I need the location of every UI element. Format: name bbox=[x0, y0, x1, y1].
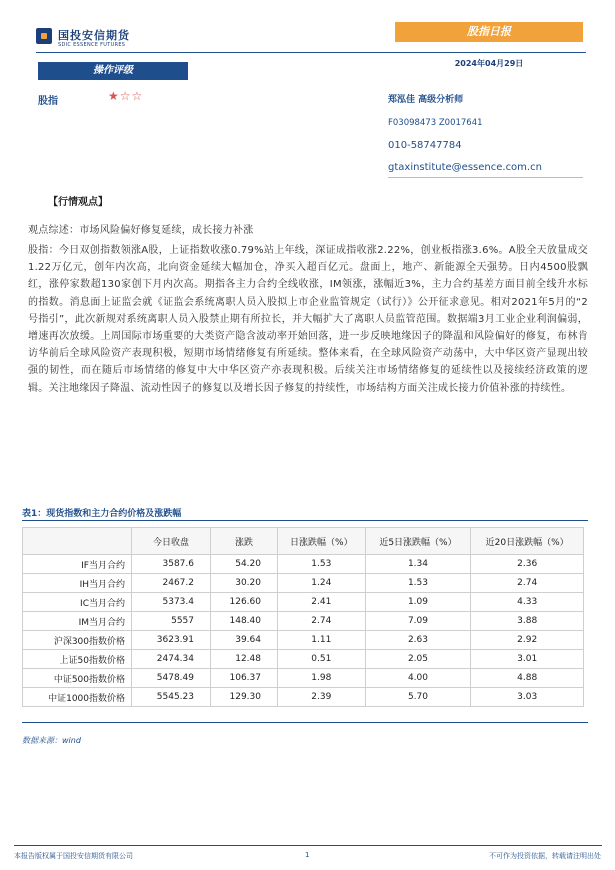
row-d5: 4.00 bbox=[365, 669, 471, 688]
row-close: 5557 bbox=[132, 612, 211, 631]
table-row bbox=[23, 555, 584, 574]
row-name: IM当月合约 bbox=[23, 612, 132, 631]
email-underline bbox=[388, 177, 583, 178]
footer-divider bbox=[14, 845, 602, 846]
row-d1: 1.53 bbox=[278, 555, 366, 574]
row-name: 沪深300指数价格 bbox=[23, 631, 132, 650]
row-d5: 2.05 bbox=[365, 650, 471, 669]
analyst-name: 郑泓佳 高级分析师 bbox=[388, 95, 464, 105]
table-header-cell: 近5日涨跌幅（%） bbox=[365, 528, 471, 555]
row-d20: 2.36 bbox=[471, 555, 584, 574]
footer-disclaimer: 不可作为投资依据，转载请注明出处 bbox=[489, 852, 601, 860]
row-close: 3623.91 bbox=[132, 631, 211, 650]
star-filled-icon: ★ bbox=[108, 89, 120, 103]
data-source: 数据来源：wind bbox=[22, 736, 81, 745]
row-name: 中证1000指数价格 bbox=[23, 688, 132, 707]
table-header-cell: 今日收盘 bbox=[132, 528, 211, 555]
row-d1: 2.74 bbox=[278, 612, 366, 631]
analyst-phone: 010-58747784 bbox=[388, 140, 462, 151]
price-table bbox=[22, 527, 584, 707]
company-name-en: SDIC ESSENCE FUTURES bbox=[58, 42, 126, 48]
table-row bbox=[23, 688, 584, 707]
analyst-license: F03098473 Z0017641 bbox=[388, 118, 483, 128]
row-d20: 3.01 bbox=[471, 650, 584, 669]
row-change: 30.20 bbox=[211, 574, 278, 593]
section-title: 【行情观点】 bbox=[48, 197, 108, 208]
row-change: 54.20 bbox=[211, 555, 278, 574]
row-close: 2474.34 bbox=[132, 650, 211, 669]
row-d20: 3.88 bbox=[471, 612, 584, 631]
table-header-cell: 涨跌 bbox=[211, 528, 278, 555]
row-d20: 4.33 bbox=[471, 593, 584, 612]
row-d5: 5.70 bbox=[365, 688, 471, 707]
row-d1: 0.51 bbox=[278, 650, 366, 669]
row-change: 39.64 bbox=[211, 631, 278, 650]
row-d1: 2.41 bbox=[278, 593, 366, 612]
row-d1: 1.11 bbox=[278, 631, 366, 650]
footer-copyright: 本报告版权属于国投安信期货有限公司 bbox=[14, 852, 133, 860]
row-name: 中证500指数价格 bbox=[23, 669, 132, 688]
row-d1: 2.39 bbox=[278, 688, 366, 707]
row-d20: 4.88 bbox=[471, 669, 584, 688]
table-row bbox=[23, 593, 584, 612]
row-close: 5373.4 bbox=[132, 593, 211, 612]
analyst-email: gtaxinstitute@essence.com.cn bbox=[388, 162, 542, 173]
table-header-cell bbox=[23, 528, 132, 555]
row-change: 148.40 bbox=[211, 612, 278, 631]
row-name: IC当月合约 bbox=[23, 593, 132, 612]
table-header-cell: 日涨跌幅（%） bbox=[278, 528, 366, 555]
report-type-banner: 股指日报 bbox=[395, 22, 583, 42]
row-close: 2467.2 bbox=[132, 574, 211, 593]
rating-index-label: 股指 bbox=[38, 96, 58, 107]
row-change: 12.48 bbox=[211, 650, 278, 669]
row-d5: 1.34 bbox=[365, 555, 471, 574]
table-header-cell: 近20日涨跌幅（%） bbox=[471, 528, 584, 555]
row-d20: 3.03 bbox=[471, 688, 584, 707]
table-row bbox=[23, 574, 584, 593]
rating-stars bbox=[108, 89, 143, 103]
table-row bbox=[23, 650, 584, 669]
table-top-rule bbox=[22, 520, 588, 521]
row-change: 126.60 bbox=[211, 593, 278, 612]
page-number: 1 bbox=[305, 851, 310, 859]
row-close: 3587.6 bbox=[132, 555, 211, 574]
table-title: 表1：现货指数和主力合约价格及涨跌幅 bbox=[22, 509, 182, 519]
company-name: 国投安信期货 bbox=[58, 29, 130, 42]
row-d1: 1.98 bbox=[278, 669, 366, 688]
table-row bbox=[23, 669, 584, 688]
row-d5: 7.09 bbox=[365, 612, 471, 631]
header-divider bbox=[36, 52, 586, 53]
report-date: 2024年04月29日 bbox=[454, 59, 524, 68]
row-name: IH当月合约 bbox=[23, 574, 132, 593]
table-header-row bbox=[23, 528, 584, 555]
row-d20: 2.74 bbox=[471, 574, 584, 593]
table-row bbox=[23, 631, 584, 650]
table-bottom-rule bbox=[22, 722, 588, 723]
row-d20: 2.92 bbox=[471, 631, 584, 650]
row-name: IF当月合约 bbox=[23, 555, 132, 574]
row-d1: 1.24 bbox=[278, 574, 366, 593]
row-change: 106.37 bbox=[211, 669, 278, 688]
body-paragraph: 股指：今日双创指数领涨A股，上证指数收涨0.79%站上年线，深证成指收涨2.22%，创业板指涨3.6%。A股全天放量成交1.22万亿元，创年内次高，北向资金延续大幅加仓，净买入超百亿元。盘面上，地产、新能源全天强势。日内4500股飘红，涨停家数超130家创下月内次高。期指各主力合约全线收涨，IM领涨，涨幅近3%，主力合约基差方面目前全线升水标的指数。消息面上证监会就《证监会系统离职人员入股拟上市企业监管规定（试行）》公开征求意见。相对2021年5月的“2号指引”，此次新规对系统离职人员入股禁止期有所拉长，并大幅扩大了离职人员监管范围。数据端3月工业企业利润偏弱，增速再次放缓。上周国际市场重要的大类资产隐含波动率开始回落，进一步反映地缘因子的降温和风险偏好的修复，布林肯访华前后全球风险资产表现积极，短期市场情绪修复有所延续。整体来看，在全球风险资产动荡中，大中华区资产显现出较强的韧性，而在随后市场情绪的修复中大中华区资产亦表现积极。后续关注市场情绪修复的延续性以及接续经济政策的逻辑。关注地缘因子降温、流动性因子的修复以及增长因子修复的持续性，市场结构方面关注成长接力价值补涨的持续性。 bbox=[28, 245, 588, 394]
company-logo-icon bbox=[36, 28, 52, 44]
row-close: 5545.23 bbox=[132, 688, 211, 707]
rating-title-bar: 操作评级 bbox=[38, 62, 188, 80]
row-change: 129.30 bbox=[211, 688, 278, 707]
row-d5: 1.53 bbox=[365, 574, 471, 593]
table-row bbox=[23, 612, 584, 631]
row-close: 5478.49 bbox=[132, 669, 211, 688]
summary-text: 观点综述：市场风险偏好修复延续，成长接力补涨 bbox=[28, 225, 254, 236]
row-name: 上证50指数价格 bbox=[23, 650, 132, 669]
row-d5: 1.09 bbox=[365, 593, 471, 612]
star-empty-icon: ☆☆ bbox=[119, 89, 144, 103]
row-d5: 2.63 bbox=[365, 631, 471, 650]
